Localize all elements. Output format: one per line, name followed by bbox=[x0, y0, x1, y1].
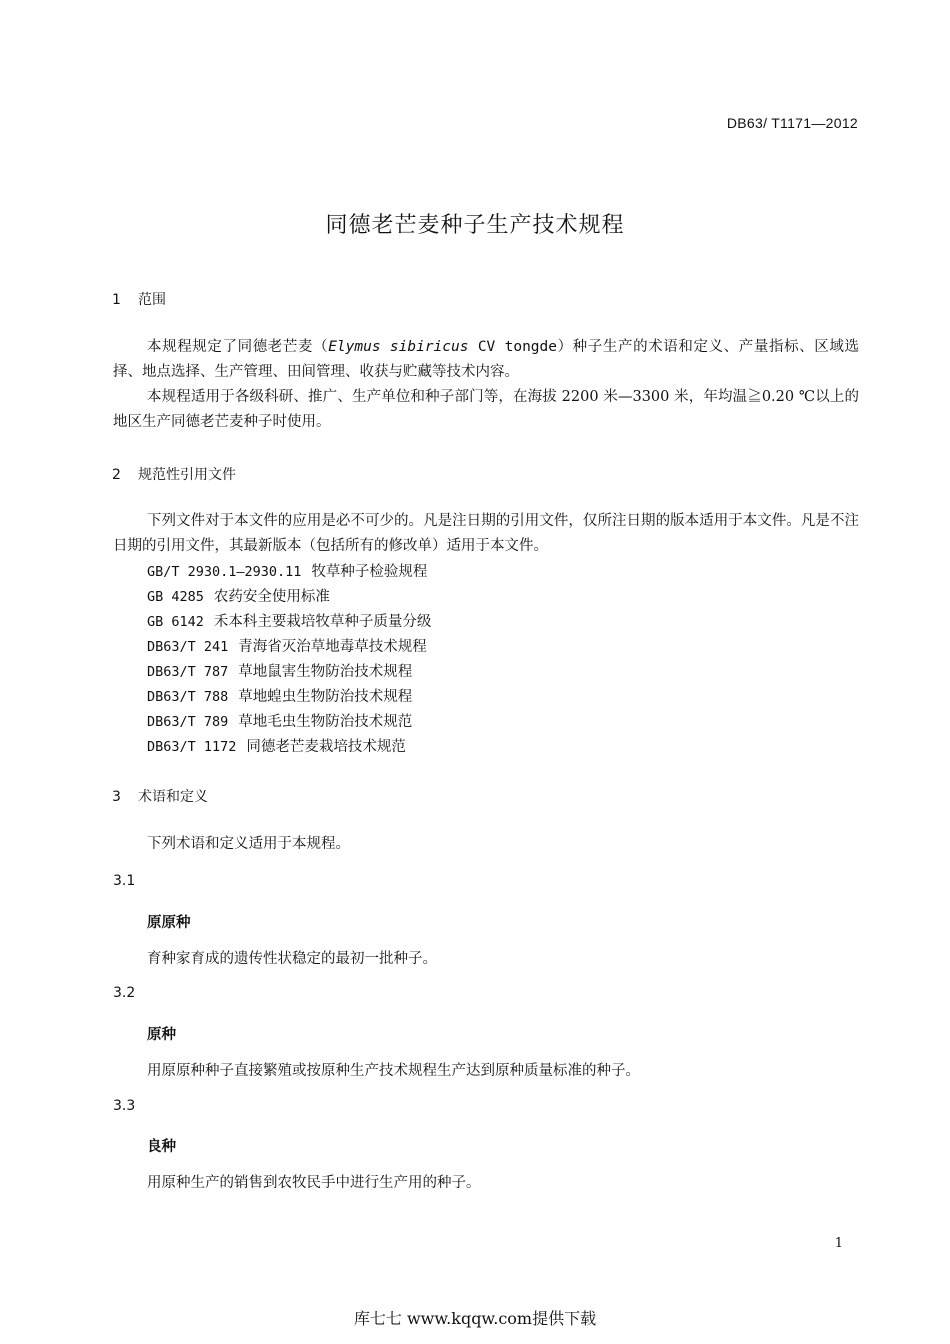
term-number: 3.3 bbox=[113, 1098, 136, 1114]
reference-item bbox=[147, 560, 431, 585]
section-number: 1 bbox=[112, 292, 121, 308]
reference-name: 禾本科主要栽培牧草种子质量分级 bbox=[213, 614, 432, 630]
reference-code: DB63/T 789 bbox=[147, 714, 229, 730]
term-title: 原种 bbox=[147, 1027, 176, 1043]
reference-name: 草地鼠害生物防治技术规程 bbox=[238, 664, 413, 680]
reference-code: DB63/T 788 bbox=[147, 689, 229, 705]
term-definition: 用原种生产的销售到农牧民手中进行生产用的种子。 bbox=[147, 1175, 481, 1191]
reference-code: DB63/T 787 bbox=[147, 664, 229, 680]
section-number: 2 bbox=[112, 467, 121, 483]
reference-item bbox=[147, 635, 431, 660]
section-label: 范围 bbox=[138, 292, 166, 308]
reference-code: DB63/T 241 bbox=[147, 639, 229, 655]
scope-paragraph-2: 本规程适用于各级科研、推广、生产单位和种子部门等，在海拔 2200 米—3300 米，年均温≧0.20 ℃以上的地区生产同德老芒麦种子时使用。 bbox=[113, 389, 859, 430]
reference-name: 青海省灭治草地毒草技术规程 bbox=[238, 639, 427, 655]
section-heading-references bbox=[112, 464, 236, 484]
reference-item bbox=[147, 685, 431, 710]
section-label: 术语和定义 bbox=[138, 789, 208, 805]
section-heading-terms bbox=[112, 786, 208, 806]
section-heading-scope bbox=[112, 289, 166, 309]
term-title: 原原种 bbox=[147, 915, 191, 931]
reference-code: GB 6142 bbox=[147, 614, 204, 630]
reference-code: GB 4285 bbox=[147, 589, 204, 605]
scope-paragraph-1 bbox=[113, 335, 859, 385]
reference-item bbox=[147, 585, 431, 610]
reference-item bbox=[147, 710, 431, 735]
reference-name: 同德老芒麦栽培技术规范 bbox=[246, 739, 406, 755]
standard-code: DB63/ T1171—2012 bbox=[726, 115, 858, 131]
reference-name: 草地毛虫生物防治技术规范 bbox=[238, 714, 413, 730]
term-definition: 育种家育成的遗传性状稳定的最初一批种子。 bbox=[147, 951, 437, 967]
document-title: 同德老芒麦种子生产技术规程 bbox=[325, 213, 625, 238]
reference-list bbox=[147, 560, 431, 760]
term-definition: 用原原种种子直接繁殖或按原种生产技术规程生产达到原种质量标准的种子。 bbox=[147, 1063, 640, 1079]
references-intro: 下列文件对于本文件的应用是必不可少的。凡是注日期的引用文件，仅所注日期的版本适用于本文件。凡是不注日期的引用文件，其最新版本（包括所有的修改单）适用于本文件。 bbox=[113, 513, 859, 554]
reference-name: 农药安全使用标准 bbox=[213, 589, 330, 605]
reference-item bbox=[147, 735, 431, 760]
reference-item bbox=[147, 610, 431, 635]
cultivar-name: CV tongde bbox=[468, 339, 557, 355]
term-number: 3.1 bbox=[113, 873, 136, 889]
reference-code: GB/T 2930.1—2930.11 bbox=[147, 564, 302, 580]
reference-code: DB63/T 1172 bbox=[147, 739, 237, 755]
reference-item bbox=[147, 660, 431, 685]
reference-name: 牧草种子检验规程 bbox=[311, 564, 428, 580]
page-number: 1 bbox=[834, 1236, 843, 1251]
term-title: 良种 bbox=[147, 1139, 176, 1155]
download-footer: 库七七 www.kqqw.com提供下载 bbox=[353, 1309, 597, 1328]
scope-text-a: 本规程规定了同德老芒麦（ bbox=[147, 339, 329, 355]
section-number: 3 bbox=[112, 789, 121, 805]
section-label: 规范性引用文件 bbox=[138, 467, 236, 483]
terms-intro: 下列术语和定义适用于本规程。 bbox=[147, 836, 350, 852]
reference-name: 草地蝗虫生物防治技术规程 bbox=[238, 689, 413, 705]
scope-text-b: ）种子生产的术语和定义、产量指标、区域选择、地点选择、生产管理、田间管理、收获与贮藏等技术内容。 bbox=[113, 339, 859, 380]
term-number: 3.2 bbox=[113, 985, 136, 1001]
latin-name: Elymus sibiricus bbox=[328, 339, 469, 355]
